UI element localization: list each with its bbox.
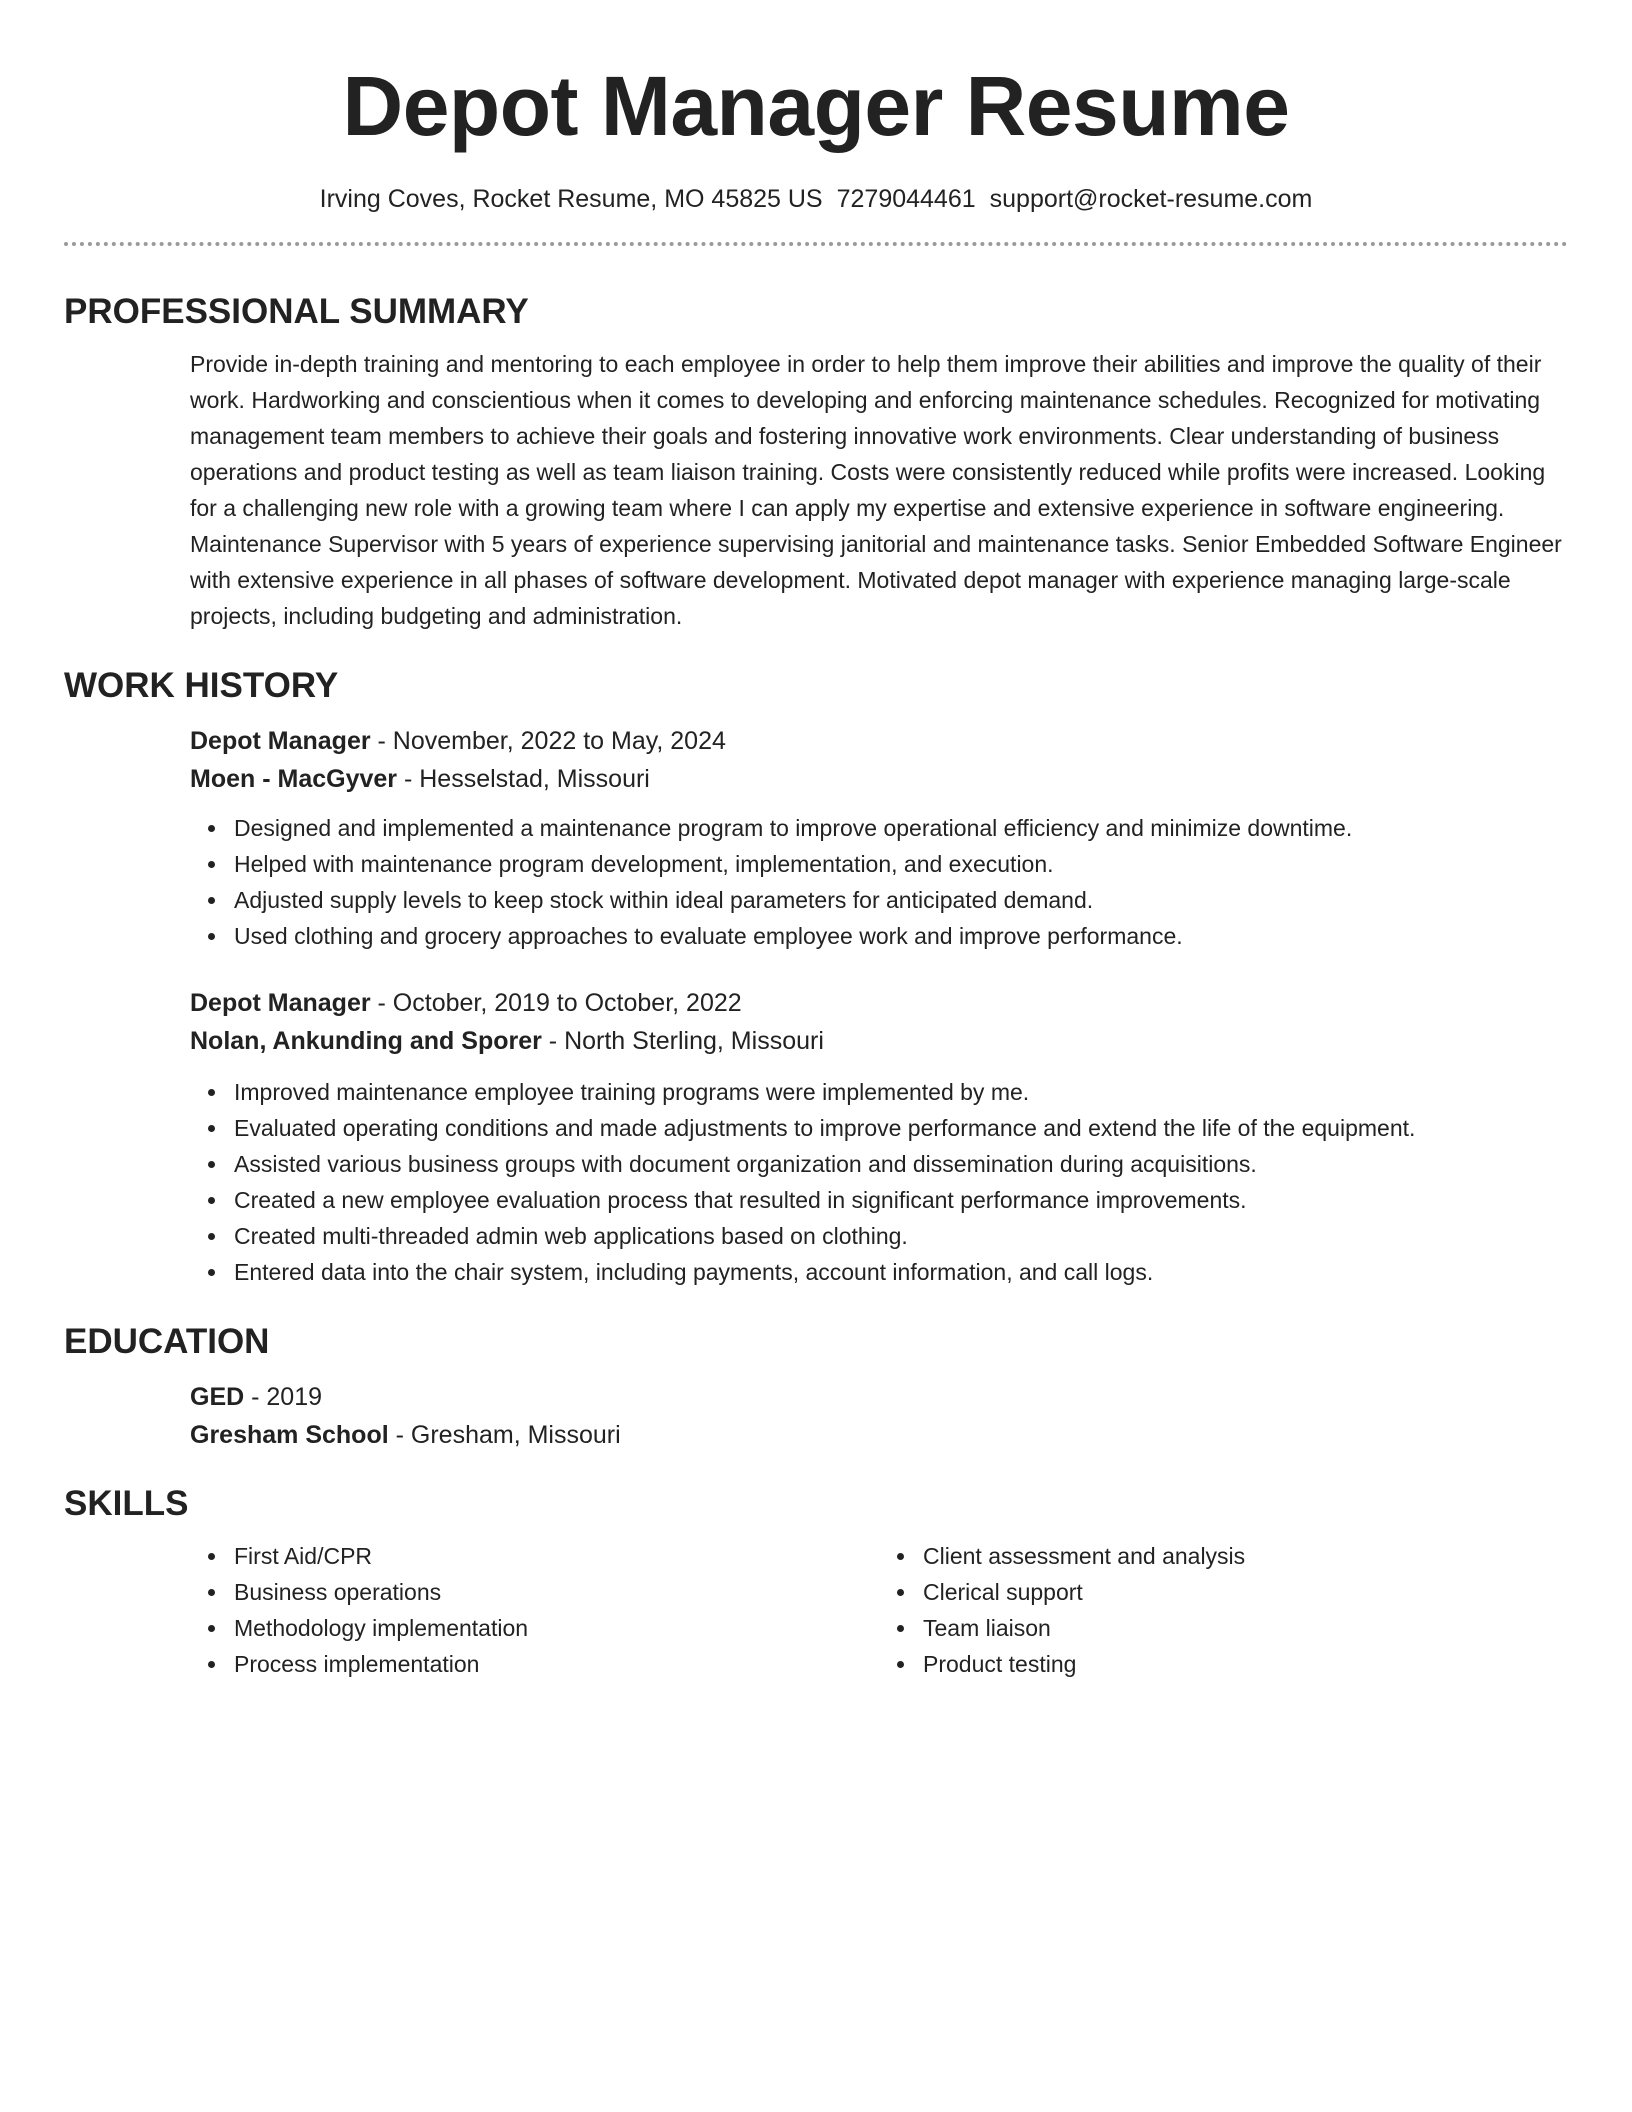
skills-column-right (879, 1538, 1568, 1682)
work-history-heading: WORK HISTORY (64, 666, 339, 705)
job-bullet: Designed and implemented a maintenance program to improve operational efficiency and minimize downtime. (234, 810, 1568, 846)
job-entry (64, 984, 1568, 1290)
job-company-line (190, 1022, 1568, 1060)
job-bullets (190, 1074, 1568, 1290)
skills-column-left (190, 1538, 879, 1682)
summary-heading: PROFESSIONAL SUMMARY (64, 292, 529, 331)
skills-list (64, 1538, 1568, 1682)
skill-item: Team liaison (923, 1610, 1568, 1646)
job-bullet: Created multi-threaded admin web applications based on clothing. (234, 1218, 1568, 1254)
job-role: Depot Manager (190, 727, 371, 755)
education-school: Gresham School (190, 1421, 389, 1449)
resume-title: Depot Manager Resume (342, 59, 1290, 153)
job-bullet: Created a new employee evaluation process that resulted in significant performance improvements. (234, 1182, 1568, 1218)
job-bullet: Used clothing and grocery approaches to evaluate employee work and improve performance. (234, 918, 1568, 954)
job-role: Depot Manager (190, 989, 371, 1017)
header-divider (64, 242, 1568, 246)
job-bullet: Assisted various business groups with document organization and dissemination during acquisitions. (234, 1146, 1568, 1182)
job-location: - North Sterling, Missouri (541, 1027, 824, 1055)
education-school-line (190, 1416, 1568, 1454)
job-company: Nolan, Ankunding and Sporer (190, 1027, 542, 1055)
job-bullet: Helped with maintenance program development, implementation, and execution. (234, 846, 1568, 882)
skills-heading: SKILLS (64, 1484, 189, 1523)
summary-text: Provide in-depth training and mentoring to each employee in order to help them improve their abilities and improve the quality of their work. Hardworking and conscientious when it comes to developing and enforcing maintenance schedules. Recognized for motivating management team members to achieve their goals and fostering innovative work environments. Clear understanding of business operations and product testing as well as team liaison training. Costs were consistently reduced while profits were increased. Looking for a challenging new role with a growing team where I can apply my expertise and extensive experience in software engineering. Maintenance Supervisor with 5 years of experience supervising janitorial and maintenance tasks. Senior Embedded Software Engineer with extensive experience in all phases of software development. Motivated depot manager with experience managing large-scale projects, including budgeting and administration. (190, 351, 1562, 629)
job-bullets (190, 810, 1568, 954)
job-bullet: Improved maintenance employee training programs were implemented by me. (234, 1074, 1568, 1110)
summary-section (64, 346, 1568, 634)
education-heading: EDUCATION (64, 1322, 270, 1361)
job-company-line (190, 760, 1568, 798)
job-company: Moen - MacGyver (190, 765, 398, 793)
skill-item: Clerical support (923, 1574, 1568, 1610)
skill-item: Product testing (923, 1646, 1568, 1682)
contact-line (64, 182, 1568, 216)
job-title-line (190, 722, 1568, 760)
job-dates: - November, 2022 to May, 2024 (370, 727, 726, 755)
job-title-line (190, 984, 1568, 1022)
education-year: - 2019 (244, 1383, 323, 1411)
job-entry (64, 722, 1568, 954)
skill-item: Methodology implementation (234, 1610, 879, 1646)
skill-item: Business operations (234, 1574, 879, 1610)
education-location: - Gresham, Missouri (388, 1421, 621, 1449)
contact-address: Irving Coves, Rocket Resume, MO 45825 US (319, 185, 823, 213)
skill-item: Process implementation (234, 1646, 879, 1682)
job-bullet: Adjusted supply levels to keep stock within ideal parameters for anticipated demand. (234, 882, 1568, 918)
contact-email: support@rocket-resume.com (989, 185, 1313, 213)
skill-item: Client assessment and analysis (923, 1538, 1568, 1574)
education-degree-line (190, 1378, 1568, 1416)
job-location: - Hesselstad, Missouri (397, 765, 650, 793)
education-degree: GED (190, 1383, 245, 1411)
education-entry (64, 1378, 1568, 1454)
job-dates: - October, 2019 to October, 2022 (370, 989, 742, 1017)
skill-item: First Aid/CPR (234, 1538, 879, 1574)
contact-phone: 7279044461 (836, 185, 976, 213)
job-bullet: Entered data into the chair system, including payments, account information, and call logs. (234, 1254, 1568, 1290)
job-bullet: Evaluated operating conditions and made adjustments to improve performance and extend the life of the equipment. (234, 1110, 1568, 1146)
